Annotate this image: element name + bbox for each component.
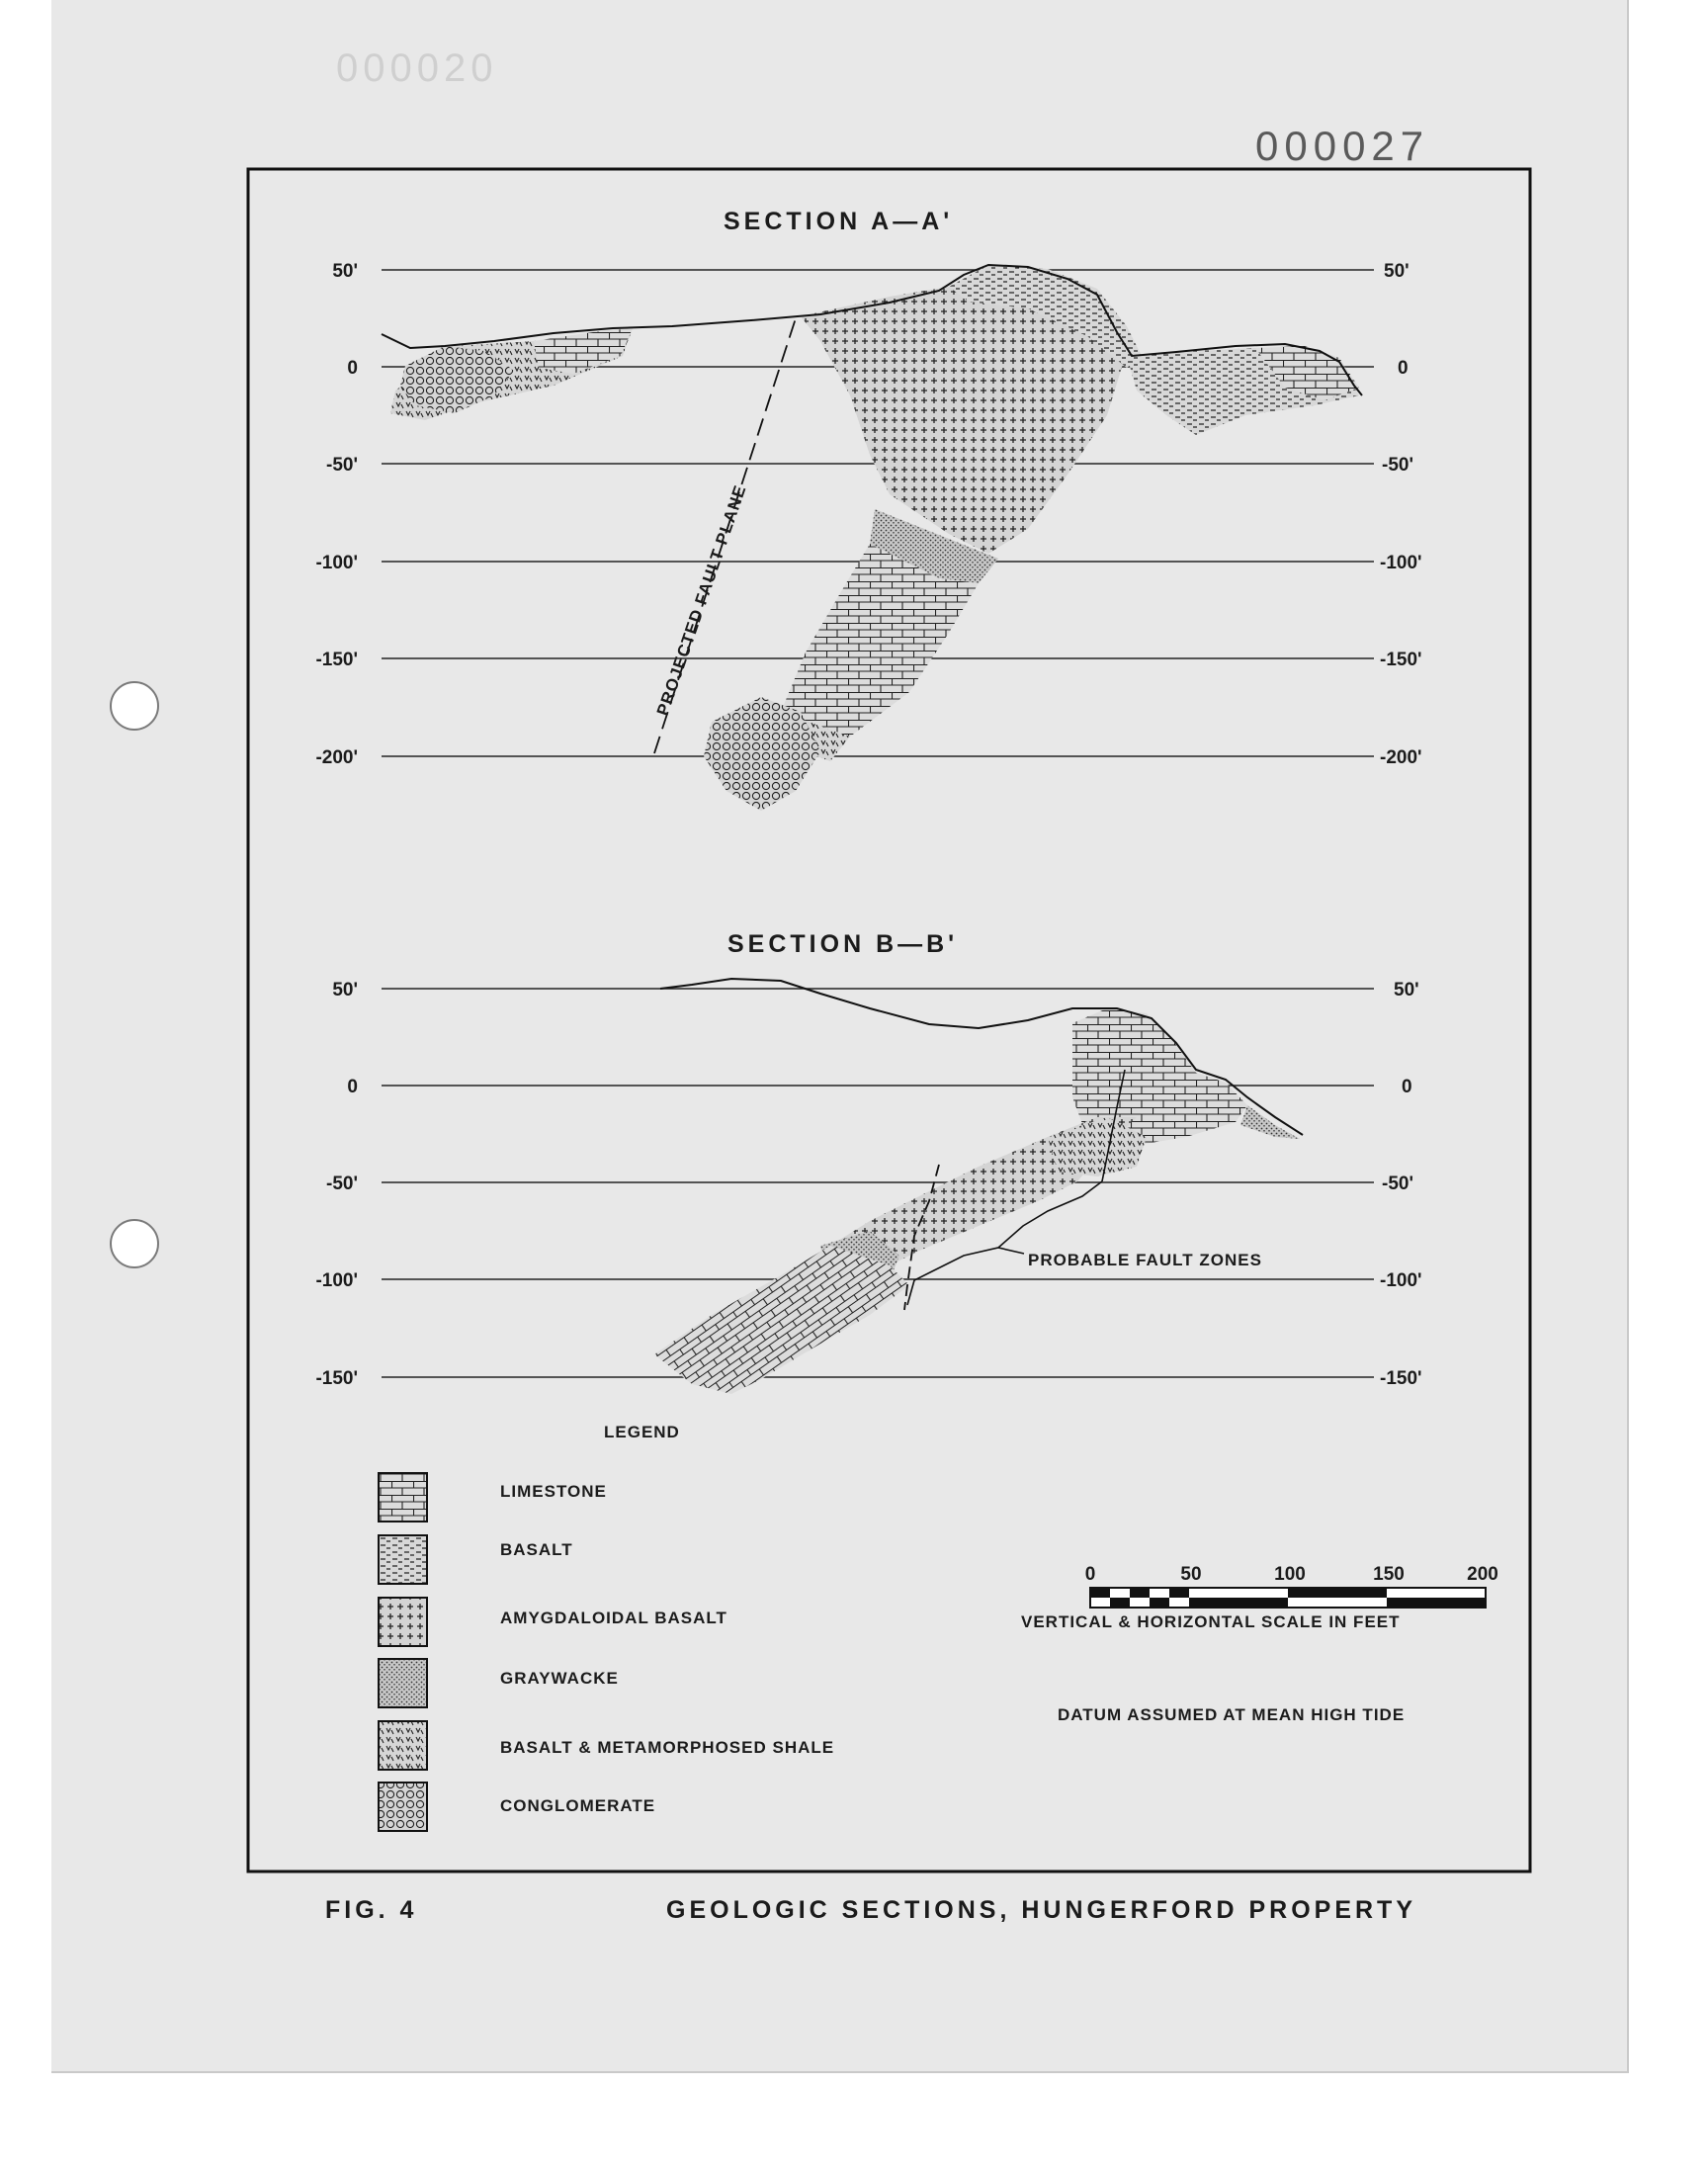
legend-swatch-conglomerate (379, 1783, 427, 1831)
datum-note: DATUM ASSUMED AT MEAN HIGH TIDE (1058, 1705, 1406, 1724)
legend-label: GRAYWACKE (500, 1669, 619, 1688)
legend-swatch-basalt (379, 1535, 427, 1584)
section-b-basalt-edge (1240, 1105, 1300, 1139)
scale-tick-label: 100 (1274, 1564, 1306, 1585)
section-a-left-label: -200' (315, 747, 358, 768)
scale-bar-segment (1150, 1598, 1169, 1608)
section-b-title: SECTION B—B' (727, 930, 959, 958)
section-b-left-label: 50' (332, 980, 358, 1000)
section-a-title: SECTION A—A' (724, 208, 954, 235)
section-a-left-label: -50' (326, 455, 358, 476)
section-b-left-label: 0 (347, 1077, 358, 1097)
legend-label: AMYGDALOIDAL BASALT (500, 1609, 727, 1627)
scale-bar-segment (1169, 1588, 1189, 1598)
legend-swatch-limestone (379, 1473, 427, 1522)
stamped-page-number: 000027 (1255, 123, 1430, 169)
scale-tick-label: 0 (1084, 1564, 1096, 1585)
section-b-right-label: 50' (1394, 980, 1419, 1000)
legend-swatch-amygdaloidal-basalt (379, 1598, 427, 1646)
section-a-left-axis (315, 261, 358, 768)
legend-label: CONGLOMERATE (500, 1796, 656, 1815)
section-b-right-label: 0 (1402, 1077, 1412, 1097)
scale-caption: VERTICAL & HORIZONTAL SCALE IN FEET (1021, 1612, 1401, 1631)
section-b-left-label: -150' (315, 1368, 358, 1389)
scale-bar-segment (1130, 1588, 1150, 1598)
legend-swatch-graywacke (379, 1659, 427, 1707)
section-a-right-label: 0 (1398, 358, 1409, 379)
scale-bar-segment (1288, 1588, 1387, 1598)
section-b-right-label: -50' (1382, 1174, 1413, 1194)
scale-tick-label: 200 (1467, 1564, 1498, 1585)
scale-bar-segment (1189, 1598, 1288, 1608)
scale-bar-segment (1090, 1588, 1110, 1598)
section-a-left-label: -100' (315, 553, 358, 573)
section-b-left-label: -50' (326, 1174, 358, 1194)
legend-label: BASALT (500, 1540, 573, 1559)
section-a-left-label: 0 (347, 358, 358, 379)
section-a-right-axis (1380, 261, 1422, 768)
section-a-right-label: 50' (1384, 261, 1409, 282)
section-b-fault-label: PROBABLE FAULT ZONES (1028, 1251, 1262, 1269)
section-b-right-axis (1380, 980, 1422, 1389)
section-b-gridlines (382, 989, 1374, 1377)
figure-caption: GEOLOGIC SECTIONS, HUNGERFORD PROPERTY (666, 1896, 1416, 1924)
scale-bar (1021, 1564, 1498, 1631)
binder-hole-bottom (111, 1220, 158, 1267)
section-a-right-label: -200' (1380, 747, 1422, 768)
scale-tick-label: 50 (1180, 1564, 1202, 1585)
section-b-left-label: -100' (315, 1270, 358, 1291)
scale-tick-label: 150 (1373, 1564, 1405, 1585)
figure-number: FIG. 4 (325, 1896, 418, 1924)
section-a-fault-label: PROJECTED FAULT PLANE (652, 482, 750, 719)
section-a-right-label: -100' (1380, 553, 1422, 573)
scale-bar-segment (1387, 1598, 1486, 1608)
section-b-left-axis (315, 980, 358, 1389)
section-b-limestone-limb (654, 1246, 909, 1394)
section-a (315, 208, 1421, 811)
legend (379, 1423, 834, 1831)
section-a-right-label: -150' (1380, 650, 1422, 670)
legend-label: BASALT & METAMORPHOSED SHALE (500, 1738, 835, 1757)
legend-title: LEGEND (604, 1423, 680, 1441)
section-b (315, 930, 1421, 1394)
section-a-left-label: -150' (315, 650, 358, 670)
section-b-right-label: -150' (1380, 1368, 1422, 1389)
scale-bar-segment (1110, 1598, 1130, 1608)
legend-label: LIMESTONE (500, 1482, 607, 1501)
section-a-left-label: 50' (332, 261, 358, 282)
legend-swatch-basalt-shale (379, 1721, 427, 1770)
binder-hole-top (111, 682, 158, 730)
faded-page-number: 000020 (336, 46, 498, 90)
section-b-right-label: -100' (1380, 1270, 1422, 1291)
section-a-right-label: -50' (1382, 455, 1413, 476)
